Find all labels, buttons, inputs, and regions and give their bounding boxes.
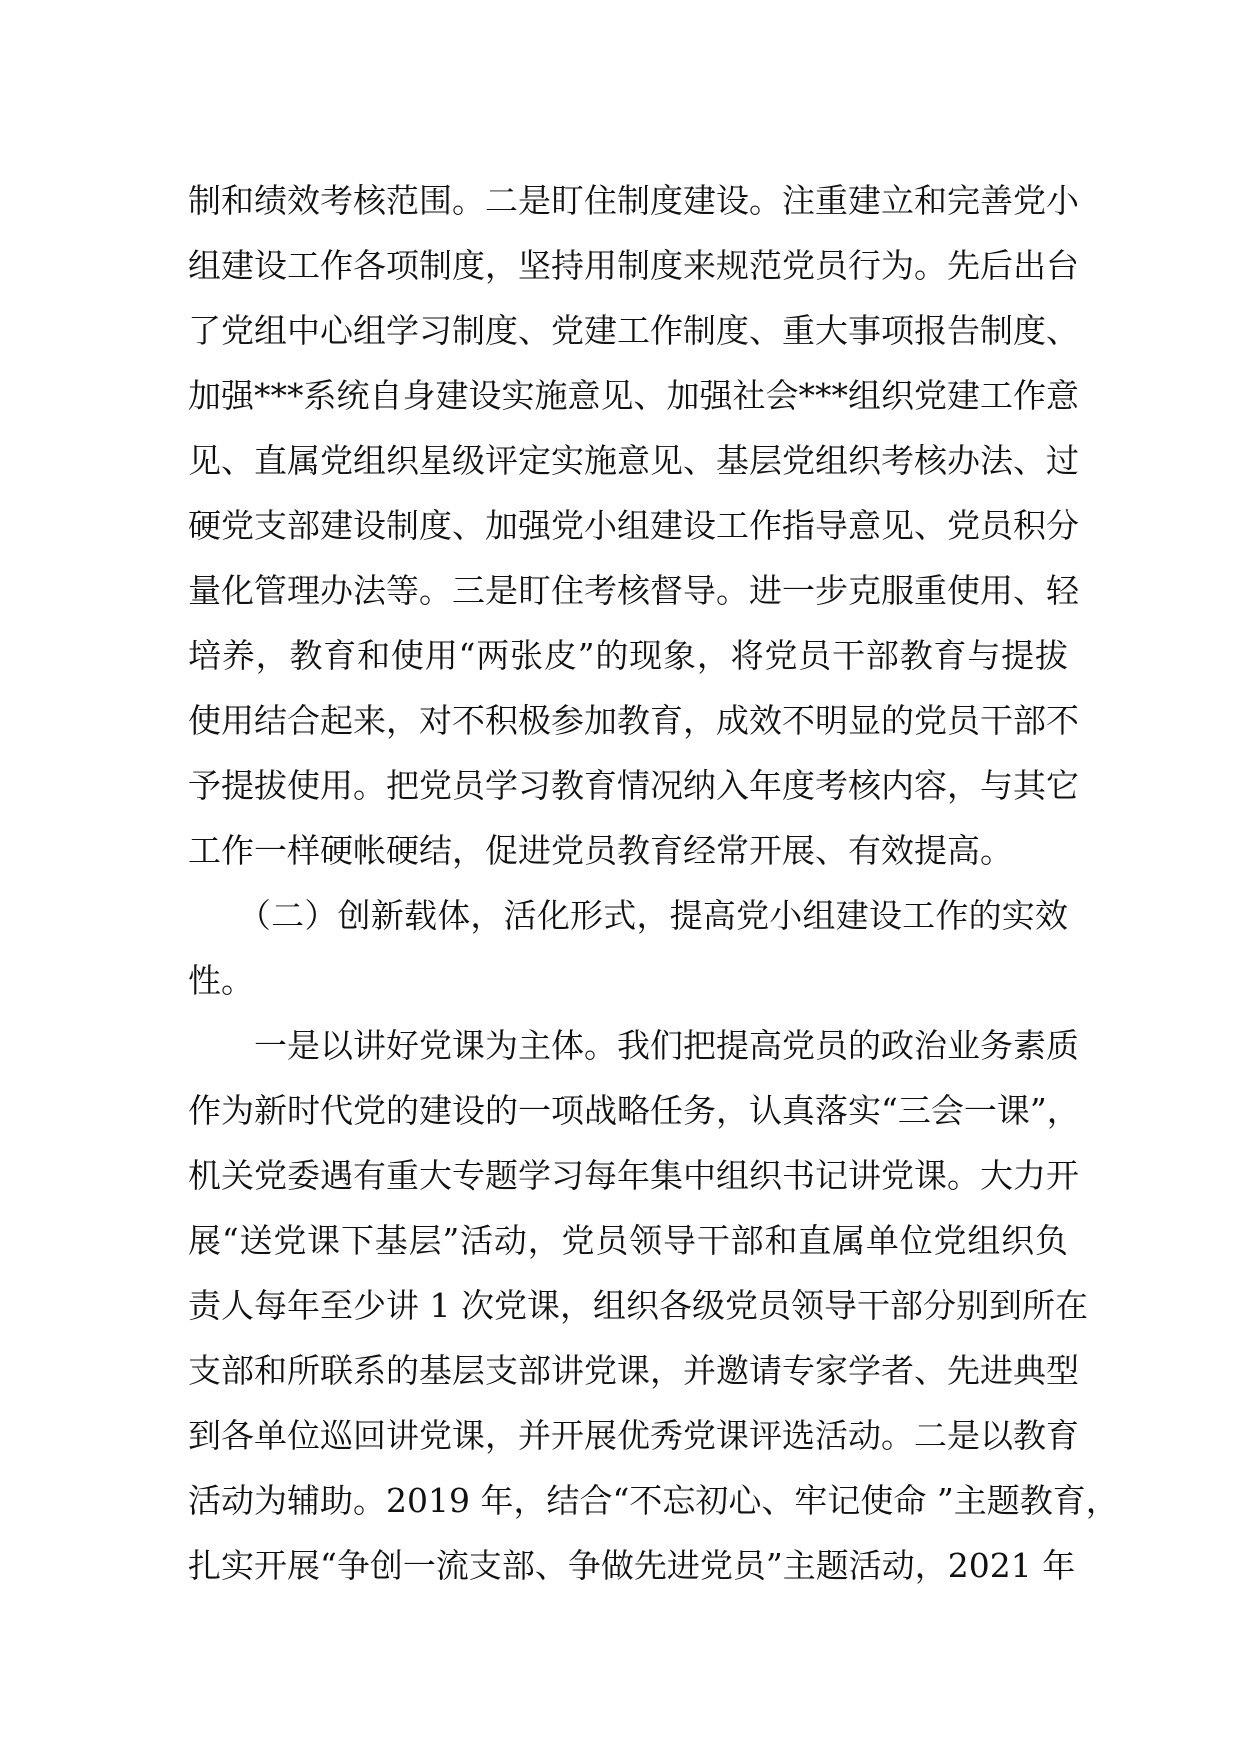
text-line: 了党组中心组学习制度、党建工作制度、重大事项报告制度、 <box>188 311 1079 350</box>
text-line: 培养，教育和使用“两张皮”的现象，将党员干部教育与提拔 <box>188 636 1068 675</box>
text-line: 展“送党课下基层”活动，党员领导干部和直属单位党组织负 <box>188 1221 1068 1260</box>
text-line: 组建设工作各项制度，坚持用制度来规范党员行为。先后出台 <box>188 246 1079 285</box>
text-line: 机关党委遇有重大专题学习每年集中组织书记讲党课。大力开 <box>188 1156 1079 1195</box>
text-line: 硬党支部建设制度、加强党小组建设工作指导意见、党员积分 <box>188 506 1079 545</box>
text-line: 使用结合起来，对不积极参加教育，成效不明显的党员干部不 <box>188 701 1079 740</box>
text-line: 加强***系统自身建设实施意见、加强社会***组织党建工作意 <box>188 376 1079 415</box>
text-line: 作为新时代党的建设的一项战略任务，认真落实“三会一课”， <box>188 1091 1080 1130</box>
text-line: 工作一样硬帐硬结，促进党员教育经常开展、有效提高。 <box>188 831 1013 870</box>
document-body <box>188 168 1119 1598</box>
text-line: 一是以讲好党课为主体。我们把提高党员的政治业务素质 <box>188 1026 1079 1065</box>
text-line: 见、直属党组织星级评定实施意见、基层党组织考核办法、过 <box>188 441 1079 480</box>
text-line: 扎实开展“争创一流支部、争做先进党员”主题活动，2021 年 <box>188 1546 1076 1585</box>
text-line: 支部和所联系的基层支部讲党课，并邀请专家学者、先进典型 <box>188 1351 1079 1390</box>
text-line: 活动为辅助。2019 年，结合“不忘初心、牢记使命 ”主题教育， <box>188 1481 1119 1520</box>
text-line: 量化管理办法等。三是盯住考核督导。进一步克服重使用、轻 <box>188 571 1079 610</box>
section-heading-line: 性。 <box>188 961 254 1000</box>
section-heading-line: （二）创新载体，活化形式，提高党小组建设工作的实效 <box>188 896 1068 935</box>
text-line: 制和绩效考核范围。二是盯住制度建设。注重建立和完善党小 <box>188 181 1079 220</box>
text-line: 责人每年至少讲 1 次党课，组织各级党员领导干部分别到所在 <box>188 1286 1088 1325</box>
text-line: 到各单位巡回讲党课，并开展优秀党课评选活动。二是以教育 <box>188 1416 1079 1455</box>
text-line: 予提拔使用。把党员学习教育情况纳入年度考核内容，与其它 <box>188 766 1079 805</box>
